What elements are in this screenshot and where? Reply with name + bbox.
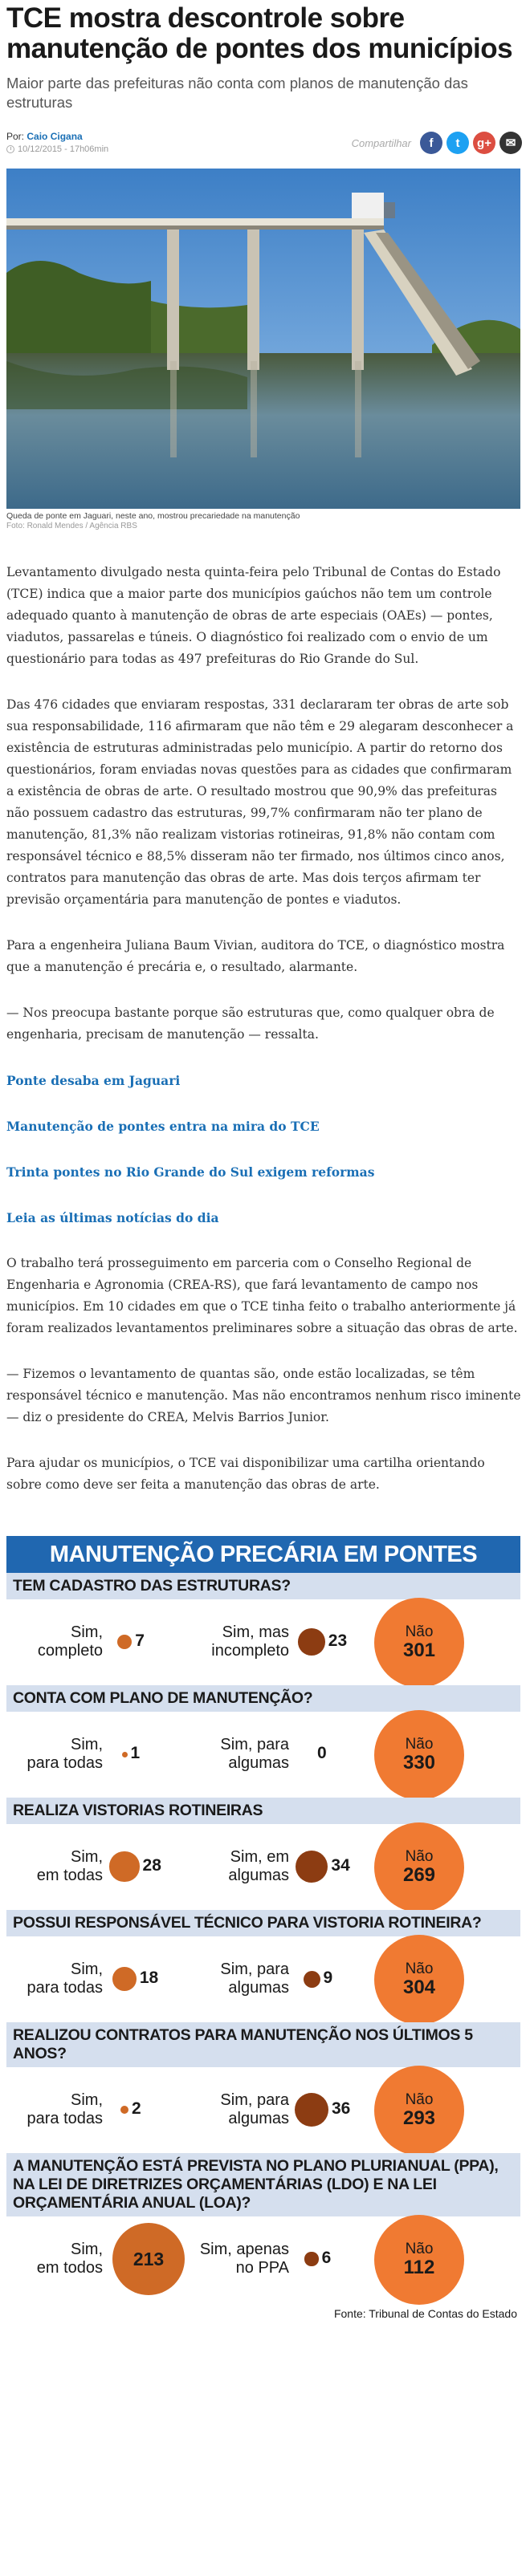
- subhead: Maior parte das prefeituras não conta com planos de manutenção das estruturas: [6, 75, 468, 111]
- answer-value: 293: [402, 2107, 436, 2129]
- answer-dot: [122, 1752, 128, 1757]
- answer-label-line: Sim,: [71, 1848, 103, 1866]
- answer-label: Não: [405, 2091, 434, 2108]
- answer-value: 0: [317, 1744, 327, 1762]
- answer-label: [228, 1848, 289, 1885]
- related-link-ponte-jaguari[interactable]: Ponte desaba em Jaguari: [6, 1073, 181, 1088]
- share-bar: [352, 132, 522, 154]
- answer-value: 2: [131, 2099, 141, 2118]
- answer-label: [26, 2091, 103, 2128]
- related-link-ultimas-noticias[interactable]: Leia as últimas notícias do dia: [6, 1210, 219, 1225]
- headline: TCE mostra descontrole sobre manutenção de pontes dos municípios: [6, 2, 513, 64]
- question-block: [6, 2022, 520, 2153]
- answer-dot: [296, 1851, 328, 1883]
- answer-row: [6, 1712, 520, 1798]
- question-title: REALIZA VISTORIAS ROTINEIRAS: [6, 1798, 520, 1824]
- answer-row: [6, 1599, 520, 1685]
- answer-label-line: para todas: [26, 1754, 103, 1772]
- answer-label: Não: [405, 1848, 434, 1865]
- answer-dot: [298, 1628, 325, 1656]
- answer-label: Não: [405, 2241, 434, 2257]
- answer-nao-circle: [374, 1822, 464, 1912]
- answer-value: 1: [130, 1744, 141, 1762]
- clock-icon: [6, 145, 14, 153]
- infographic: [6, 1536, 520, 2326]
- related-link-manutencao-tce[interactable]: Manutenção de pontes entra na mira do TCE: [6, 1119, 320, 1134]
- answer-value: 304: [402, 1977, 436, 1998]
- answer-label: [38, 1623, 103, 1660]
- related-link-trinta-pontes[interactable]: Trinta pontes no Rio Grande do Sul exigem reformas: [6, 1164, 375, 1180]
- answer-label: Não: [405, 1736, 434, 1753]
- answer-dot: [304, 2252, 318, 2265]
- meta-row: [6, 127, 522, 159]
- answer-label-line: algumas: [228, 2110, 289, 2127]
- question-title: A MANUTENÇÃO ESTÁ PREVISTA NO PLANO PLURIANUAL (PPA), NA LEI DE DIRETRIZES ORÇAMENTÁRIAS (LDO) E NA LEI ORÇAMENTÁRIA ANUAL (LOA)?: [6, 2153, 520, 2216]
- answer-dot: [109, 1851, 139, 1881]
- share-label: Compartilhar: [351, 136, 411, 149]
- answer-value: 23: [328, 1631, 348, 1650]
- answer-label-line: Sim, em: [230, 1848, 289, 1866]
- answer-label-line: algumas: [228, 1979, 289, 1997]
- date-text: 10/12/2015 - 17h06min: [18, 144, 109, 154]
- paragraph: — Nos preocupa bastante porque são estruturas que, como qualquer obra de engenharia, precisam de manutenção — ressalta.: [6, 1006, 495, 1042]
- answer-label-line: Sim, para: [220, 2091, 289, 2109]
- answer-label-line: Sim,: [71, 1623, 103, 1641]
- byline: [6, 130, 108, 156]
- answer-label-line: Sim, para: [220, 1960, 289, 1978]
- answer-label: [220, 1736, 289, 1773]
- answer-label-line: em todas: [36, 1867, 103, 1884]
- google-plus-share-button[interactable]: g+: [473, 132, 495, 154]
- photo-credit: Foto: Ronald Mendes / Agência RBS: [6, 522, 137, 530]
- answer-label: [37, 2241, 103, 2277]
- answer-label-line: Sim,: [71, 2091, 103, 2109]
- answer-dot: [295, 2093, 328, 2127]
- answer-label: Não: [405, 1960, 434, 1977]
- answer-value: 301: [402, 1639, 436, 1661]
- answer-row: [6, 2216, 520, 2302]
- answer-nao-circle: [374, 2066, 464, 2155]
- article-body: [6, 562, 522, 1496]
- paragraph: Para a engenheira Juliana Baum Vivian, auditora do TCE, o diagnóstico mostra que a manutenção é precária e, o resultado, alarmante.: [6, 938, 505, 974]
- answer-row: [6, 1936, 520, 2022]
- answer-dot: [120, 2106, 128, 2114]
- answer-label-line: Sim,: [71, 1960, 103, 1978]
- answer-value: 112: [403, 2257, 435, 2278]
- question-block: [6, 1685, 520, 1798]
- answer-dot: [117, 1635, 132, 1650]
- answer-label: [37, 1848, 103, 1885]
- answer-row: [6, 1824, 520, 1910]
- paragraph: Para ajudar os municípios, o TCE vai disponibilizar uma cartilha orientando sobre como deve ser feita a manutenção das obras de arte.: [6, 1456, 485, 1492]
- bridge-collapse-illustration: [6, 169, 520, 509]
- answer-value: 6: [321, 2249, 332, 2267]
- answer-nao-circle: [374, 1598, 464, 1688]
- answer-label-line: para todas: [26, 1979, 103, 1997]
- answer-nao-circle: [374, 2215, 464, 2305]
- answer-label: [220, 2091, 289, 2128]
- answer-label-line: no PPA: [235, 2259, 289, 2277]
- answer-value: 7: [135, 1631, 145, 1650]
- twitter-share-button[interactable]: t: [446, 132, 469, 154]
- answer-label-line: completo: [37, 1642, 103, 1660]
- answer-row: [6, 2067, 520, 2153]
- answer-label: [26, 1736, 103, 1773]
- answer-label-line: Sim, apenas: [199, 2241, 289, 2258]
- question-block: [6, 1798, 520, 1910]
- paragraph: Das 476 cidades que enviaram respostas, 331 declararam ter obras de arte sob sua responsabilidade, 116 afirmaram que não têm e 29 alegaram desconhecer a existência de estruturas administradas pelo município. A partir do retorno dos questionários, foram enviadas novas questões para as cidades que confirmaram a existência de obras de arte. O resultado mostrou que 90,9% das prefeituras não possuem cadastro das estruturas, 99,7% confirmaram não ter plano de manutenção, 81,3% não realizam vistorias rotineiras, 91,8% não contam com responsável técnico e 88,5% disseram não ter firmado, nos últimos cinco anos, contratos para manutenção das obras de arte. Mas dois terços afirmam ter previsão orçamentária para manutenção de pontes e viadutos.: [6, 697, 514, 907]
- bridge-collapse-photo: [6, 169, 520, 509]
- paragraph: O trabalho terá prosseguimento em parceria com o Conselho Regional de Engenharia e Agronomia (CREA-RS), que fará levantamento de campo nos municípios. Em 10 cidades em que o TCE tinha feito o trabalho anteriormente já foram realizados levantamentos preliminares sobre a situação das obras de arte.: [6, 1256, 518, 1335]
- answer-label-line: incompleto: [211, 1642, 289, 1660]
- answer-label-line: Sim,: [71, 1736, 103, 1753]
- answer-label-line: em todos: [36, 2259, 103, 2277]
- question-block: [6, 1910, 520, 2022]
- facebook-share-button[interactable]: f: [420, 132, 442, 154]
- answer-label: [211, 1623, 289, 1660]
- answer-nao-circle: [374, 1935, 464, 2025]
- question-title: TEM CADASTRO DAS ESTRUTURAS?: [6, 1573, 520, 1599]
- question-title: CONTA COM PLANO DE MANUTENÇÃO?: [6, 1685, 520, 1712]
- answer-value: 9: [323, 1969, 333, 1987]
- author-link[interactable]: Caio Cigana: [26, 131, 83, 142]
- answer-value: 330: [402, 1752, 436, 1774]
- author-prefix: Por:: [6, 131, 25, 142]
- question-list: [6, 1573, 520, 2302]
- answer-label-line: Sim,: [71, 2241, 103, 2258]
- answer-label: [200, 2241, 289, 2277]
- answer-value: 34: [331, 1856, 350, 1875]
- answer-value: 28: [142, 1856, 161, 1875]
- question-title: POSSUI RESPONSÁVEL TÉCNICO PARA VISTORIA ROTINEIRA?: [6, 1910, 520, 1936]
- answer-dot: [112, 1967, 137, 1991]
- photo-caption: Queda de ponte em Jaguari, neste ano, mostrou precariedade na manutenção: [6, 511, 300, 521]
- answer-label-line: Sim, mas: [222, 1623, 289, 1641]
- answer-label-line: para todas: [26, 2110, 103, 2127]
- answer-dot: [304, 1971, 320, 1988]
- answer-label-line: Sim, para: [220, 1736, 289, 1753]
- answer-label: [220, 1960, 289, 1997]
- answer-value: 269: [402, 1864, 436, 1886]
- infographic-title: MANUTENÇÃO PRECÁRIA EM PONTES: [6, 1536, 520, 1573]
- answer-value: 36: [332, 2099, 351, 2118]
- question-block: [6, 1573, 520, 1685]
- publish-date: [6, 143, 108, 156]
- answer-label-line: algumas: [228, 1867, 289, 1884]
- question-block: [6, 2153, 520, 2302]
- answer-value: 18: [139, 1969, 159, 1987]
- answer-nao-circle: [374, 1710, 464, 1800]
- infographic-source: Fonte: Tribunal de Contas do Estado: [333, 2307, 517, 2320]
- answer-dot: 213: [112, 2223, 185, 2295]
- answer-label: Não: [405, 1623, 434, 1640]
- paragraph: Levantamento divulgado nesta quinta-feira pelo Tribunal de Contas do Estado (TCE) indica que a maior parte dos municípios gaúchos não tem um controle adequado quanto à manutenção de obras de arte especiais (OAEs) — pontes, viadutos, passarelas e túneis. O diagnóstico foi realizado com o envio de um questionário para todas as 497 prefeituras do Rio Grande do Sul.: [6, 565, 501, 666]
- email-share-button[interactable]: ✉: [499, 132, 522, 154]
- question-title: REALIZOU CONTRATOS PARA MANUTENÇÃO NOS ÚLTIMOS 5 ANOS?: [6, 2022, 520, 2067]
- answer-label: [26, 1960, 103, 1997]
- paragraph: — Fizemos o levantamento de quantas são, onde estão localizadas, se têm responsável técnico e manutenção. Mas não encontramos nenhum risco iminente — diz o presidente do CREA, Melvis Barrios Junior.: [6, 1367, 521, 1424]
- answer-label-line: algumas: [228, 1754, 289, 1772]
